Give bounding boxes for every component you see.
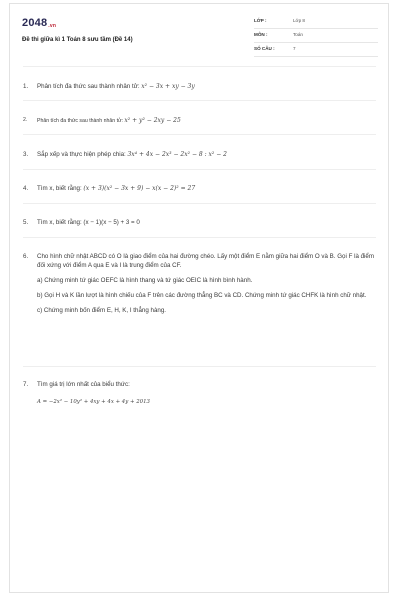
question-text: Phân tích đa thức sau thành nhân tử: [37, 118, 125, 124]
header-divider [23, 66, 376, 67]
meta-class-row [254, 15, 378, 29]
site-logo[interactable] [22, 17, 56, 29]
question-number: 1. [23, 83, 29, 90]
question-text: Tìm x, biết rằng: (x − 1)(x − 5) + 3 = 0 [37, 219, 140, 226]
divider [23, 134, 376, 135]
document-title: Đề thi giữa kì 1 Toán 8 sưu tầm (Đề 14) [22, 37, 133, 43]
meta-label: LỚP : [254, 18, 267, 23]
question-math: (x + 3)(x² − 3x + 9) − x(x − 2)² = 27 [83, 185, 196, 192]
logo-text: 2048 [22, 17, 48, 29]
divider [23, 100, 376, 101]
question-text: Tìm x, biết rằng: [37, 185, 84, 192]
divider [23, 366, 376, 367]
question-math: x² + y² − 2xy − 25 [124, 117, 181, 124]
question-number: 3. [23, 151, 29, 158]
question-text: Phân tích đa thức sau thành nhân tử: [37, 83, 142, 90]
exam-page [9, 3, 389, 593]
question-number: 2. [23, 117, 28, 123]
divider [23, 203, 376, 204]
question-math: A = −2x² − 10y² + 4xy + 4x + 4y + 2013 [37, 399, 150, 405]
meta-value: 7 [293, 46, 296, 51]
question-math: x² − 3x + xy − 3y [141, 83, 195, 90]
logo-suffix: .vn [48, 23, 57, 29]
meta-value: Toán [293, 32, 303, 37]
question-number: 4. [23, 185, 29, 192]
question-part-c: c) Chứng minh bốn điểm E, H, K, I thẳng hàng. [37, 307, 166, 314]
question-part-b: b) Gọi H và K lần lượt là hình chiếu của F trên các đường thẳng BC và CD. Chứng minh tứ giác CHFK là hình chữ nhật. [37, 292, 367, 299]
divider [23, 169, 376, 170]
question-text: Sắp xếp và thực hiện phép chia: [37, 151, 128, 158]
question-math: 3x⁴ + 4x − 2x³ − 2x² − 8 : x² − 2 [127, 151, 227, 158]
meta-label: MÔN : [254, 32, 268, 37]
question-text: Tìm giá trị lớn nhất của biểu thức: [37, 381, 130, 388]
meta-count-row [254, 43, 378, 57]
question-number: 7. [23, 381, 29, 388]
question-part-a: a) Chứng minh tứ giác OEFC là hình thang và tứ giác OEIC là hình bình hành. [37, 277, 253, 284]
question-number: 6. [23, 253, 29, 260]
meta-label: SỐ CÂU : [254, 46, 275, 51]
question-number: 5. [23, 219, 29, 226]
meta-subject-row [254, 29, 378, 43]
question-text: Cho hình chữ nhật ABCD có O là giao điểm của hai đường chéo. Lấy một điểm E nằm giữa hai điểm O và B. Gọi F là điểm đối xứng với điểm A qua E và I là trung điểm của CF. [37, 253, 375, 269]
divider [23, 237, 376, 238]
meta-value: Lớp 8 [293, 18, 305, 23]
